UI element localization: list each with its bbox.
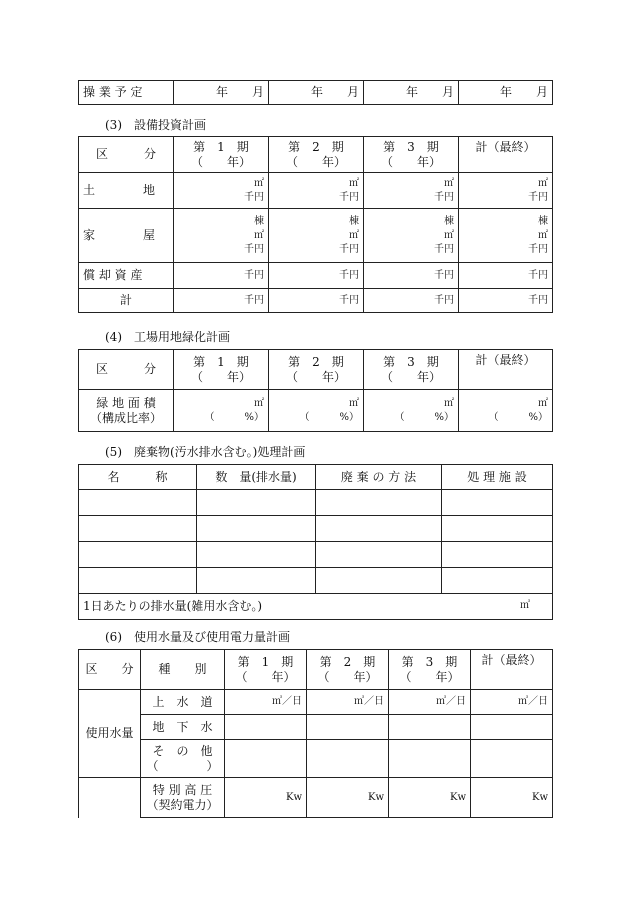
cell: 棟 ㎡ 千円 [364, 209, 459, 263]
blank-cell[interactable] [79, 542, 197, 568]
water-type-other: そ の 他 （ ） [141, 740, 225, 778]
cell: 千円 [459, 289, 553, 313]
power-type-extra-high: 特 別 高 圧 （契約電力） [141, 778, 225, 818]
cell: 千円 [269, 289, 364, 313]
header-total: 計（最終） [471, 650, 553, 690]
cell: Kw [471, 778, 553, 818]
blank-cell[interactable] [389, 715, 471, 740]
header-period-3: 第 3 期 （ 年） [364, 350, 459, 390]
schedule-cell: 年 月 [174, 81, 269, 105]
blank-cell[interactable] [79, 516, 197, 542]
section-4-title: (4) 工場用地緑化計画 [105, 330, 230, 344]
schedule-label: 操 業 予 定 [79, 81, 174, 105]
cell: ㎡ 千円 [174, 173, 269, 209]
greening-table [78, 349, 553, 432]
blank-cell[interactable] [197, 516, 316, 542]
header-method: 廃 棄 の 方 法 [316, 465, 442, 490]
blank-cell[interactable] [442, 490, 553, 516]
header-total: 計（最終） [459, 350, 553, 390]
header-period-3: 第 3 期 （ 年） [389, 650, 471, 690]
blank-cell[interactable] [197, 490, 316, 516]
cell: 千円 [364, 263, 459, 289]
blank-cell[interactable] [316, 516, 442, 542]
blank-cell[interactable] [389, 740, 471, 778]
schedule-table [78, 80, 553, 105]
cell: 棟 ㎡ 千円 [269, 209, 364, 263]
blank-cell[interactable] [197, 542, 316, 568]
header-period-2: 第 2 期 （ 年） [269, 350, 364, 390]
blank-cell[interactable] [316, 542, 442, 568]
row-building-label: 家 屋 [79, 209, 174, 263]
schedule-cell: 年 月 [364, 81, 459, 105]
header-facility: 処 理 施 設 [442, 465, 553, 490]
row-land-label: 土 地 [79, 173, 174, 209]
cell: Kw [307, 778, 389, 818]
cell: 千円 [174, 263, 269, 289]
water-usage-group: 使用水量 [79, 690, 141, 778]
section-3-title: (3) 設備投資計画 [105, 118, 206, 132]
daily-drainage-row: 1日あたりの排水量(雑用水含む。) ㎥ [79, 594, 553, 620]
header-type: 種 別 [141, 650, 225, 690]
blank-cell[interactable] [471, 715, 553, 740]
blank-cell[interactable] [316, 490, 442, 516]
header-quantity: 数 量(排水量) [197, 465, 316, 490]
header-period-3: 第 3 期 （ 年） [364, 137, 459, 173]
cell: ㎡ （ %） [364, 390, 459, 432]
water-power-table [78, 649, 553, 818]
header-name: 名 称 [79, 465, 197, 490]
waste-table [78, 464, 553, 620]
header-division: 区 分 [79, 350, 174, 390]
cell: ㎡ （ %） [459, 390, 553, 432]
row-depreciable-label: 償 却 資 産 [79, 263, 174, 289]
cell: ㎡ （ %） [269, 390, 364, 432]
header-division: 区 分 [79, 137, 174, 173]
schedule-cell: 年 月 [269, 81, 364, 105]
blank-cell[interactable] [79, 490, 197, 516]
blank-cell[interactable] [442, 516, 553, 542]
power-group [79, 778, 141, 818]
blank-cell[interactable] [225, 740, 307, 778]
blank-cell[interactable] [197, 568, 316, 594]
blank-cell[interactable] [307, 715, 389, 740]
cell: ㎥／日 [225, 690, 307, 715]
blank-cell[interactable] [442, 568, 553, 594]
cell: 棟 ㎡ 千円 [174, 209, 269, 263]
cell: ㎡ 千円 [364, 173, 459, 209]
blank-cell[interactable] [471, 740, 553, 778]
blank-cell[interactable] [225, 715, 307, 740]
cell: Kw [225, 778, 307, 818]
row-total-label: 計 [79, 289, 174, 313]
cell: 千円 [364, 289, 459, 313]
schedule-cell: 年 月 [459, 81, 553, 105]
cell: 千円 [269, 263, 364, 289]
cell: ㎥／日 [389, 690, 471, 715]
cell: ㎡ 千円 [269, 173, 364, 209]
section-5-title: (5) 廃棄物(汚水排水含む。)処理計画 [105, 445, 306, 459]
header-division: 区 分 [79, 650, 141, 690]
cell: 千円 [459, 263, 553, 289]
cell: 千円 [174, 289, 269, 313]
header-period-2: 第 2 期 （ 年） [307, 650, 389, 690]
cell: ㎡ （ %） [174, 390, 269, 432]
header-period-2: 第 2 期 （ 年） [269, 137, 364, 173]
investment-table [78, 136, 553, 313]
cell: Kw [389, 778, 471, 818]
cell: ㎥／日 [307, 690, 389, 715]
blank-cell[interactable] [307, 740, 389, 778]
cell: ㎥／日 [471, 690, 553, 715]
header-period-1: 第 1 期 （ 年） [225, 650, 307, 690]
header-period-1: 第 1 期 （ 年） [174, 350, 269, 390]
water-type-tap: 上 水 道 [141, 690, 225, 715]
water-type-ground: 地 下 水 [141, 715, 225, 740]
blank-cell[interactable] [316, 568, 442, 594]
cell: ㎡ 千円 [459, 173, 553, 209]
header-total: 計（最終） [459, 137, 553, 173]
blank-cell[interactable] [442, 542, 553, 568]
header-period-1: 第 1 期 （ 年） [174, 137, 269, 173]
blank-cell[interactable] [79, 568, 197, 594]
cell: 棟 ㎡ 千円 [459, 209, 553, 263]
green-area-label: 緑 地 面 積 （構成比率） [79, 390, 174, 432]
section-6-title: (6) 使用水量及び使用電力量計画 [105, 630, 290, 644]
